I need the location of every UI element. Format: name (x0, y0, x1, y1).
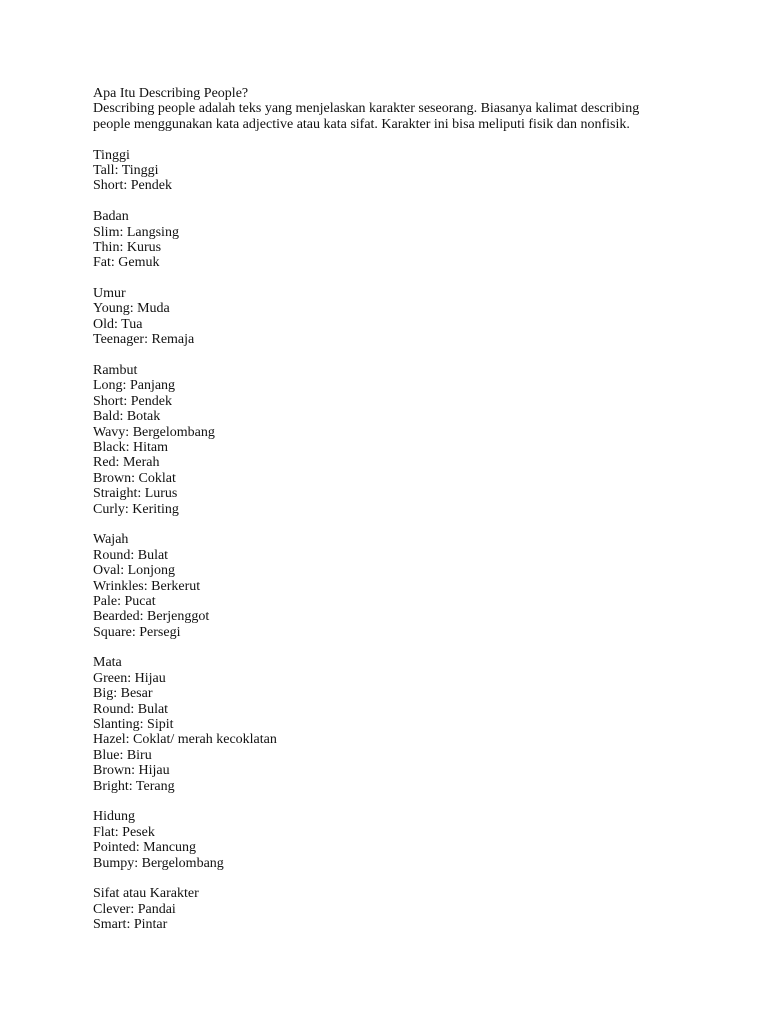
vocabulary-item: Thin: Kurus (93, 239, 162, 255)
vocabulary-item: Oval: Lonjong (93, 563, 176, 579)
section-heading: Sifat atau Karakter (93, 886, 199, 902)
vocabulary-item: Square: Persegi (93, 624, 181, 640)
vocabulary-item: Wrinkles: Berkerut (93, 578, 201, 594)
vocabulary-item: Young: Muda (93, 301, 170, 317)
vocabulary-item: Flat: Pesek (93, 824, 155, 840)
vocabulary-item: Old: Tua (93, 316, 143, 332)
section-sifat-atau-karakter (93, 886, 663, 932)
section-heading: Umur (93, 286, 126, 302)
intro-title: Apa Itu Describing People? (93, 86, 249, 101)
intro-paragraph-line: people menggunakan kata adjective atau kata sifat. Karakter ini bisa meliputi fisik dan nonfisik. (93, 116, 630, 132)
section-heading: Hidung (93, 809, 135, 825)
vocabulary-item: Teenager: Remaja (93, 332, 195, 348)
vocabulary-item: Bright: Terang (93, 778, 175, 794)
vocabulary-item: Clever: Pandai (93, 901, 176, 917)
vocabulary-item: Slanting: Sipit (93, 717, 174, 733)
section-rambut (93, 363, 663, 517)
vocabulary-item: Big: Besar (93, 686, 153, 702)
vocabulary-item: Black: Hitam (93, 439, 169, 455)
vocabulary-item: Tall: Tinggi (93, 162, 159, 178)
vocabulary-item: Straight: Lurus (93, 486, 178, 502)
intro-block (93, 86, 663, 132)
section-hidung (93, 809, 663, 871)
intro-paragraph-line: Describing people adalah teks yang menjelaskan karakter seseorang. Biasanya kalimat describing (93, 101, 640, 117)
vocabulary-item: Short: Pendek (93, 393, 172, 409)
vocabulary-item: Red: Merah (93, 455, 160, 471)
section-heading: Wajah (93, 532, 129, 548)
vocabulary-item: Short: Pendek (93, 178, 172, 194)
vocabulary-item: Round: Bulat (93, 701, 169, 717)
vocabulary-item: Bearded: Berjenggot (93, 609, 210, 625)
section-mata (93, 655, 663, 794)
section-tinggi (93, 148, 663, 194)
vocabulary-item: Green: Hijau (93, 670, 166, 686)
vocabulary-item: Round: Bulat (93, 547, 169, 563)
section-heading: Badan (93, 209, 129, 225)
vocabulary-item: Long: Panjang (93, 378, 176, 394)
vocabulary-item: Smart: Pintar (93, 917, 168, 933)
vocabulary-item: Slim: Langsing (93, 224, 179, 240)
vocabulary-item: Brown: Hijau (93, 763, 170, 779)
section-heading: Rambut (93, 363, 138, 379)
section-wajah (93, 532, 663, 640)
vocabulary-item: Bumpy: Bergelombang (93, 855, 224, 871)
section-umur (93, 286, 663, 348)
section-heading: Tinggi (93, 147, 130, 163)
vocabulary-sections (93, 148, 663, 933)
vocabulary-item: Blue: Biru (93, 747, 152, 763)
vocabulary-item: Wavy: Bergelombang (93, 424, 215, 440)
section-heading: Mata (93, 655, 122, 671)
document-page (93, 86, 663, 932)
vocabulary-item: Pale: Pucat (93, 593, 156, 609)
vocabulary-item: Fat: Gemuk (93, 255, 160, 271)
vocabulary-item: Pointed: Mancung (93, 840, 197, 856)
vocabulary-item: Bald: Botak (93, 409, 161, 425)
vocabulary-item: Hazel: Coklat/ merah kecoklatan (93, 732, 277, 748)
section-badan (93, 209, 663, 271)
vocabulary-item: Curly: Keriting (93, 501, 179, 517)
vocabulary-item: Brown: Coklat (93, 470, 176, 486)
